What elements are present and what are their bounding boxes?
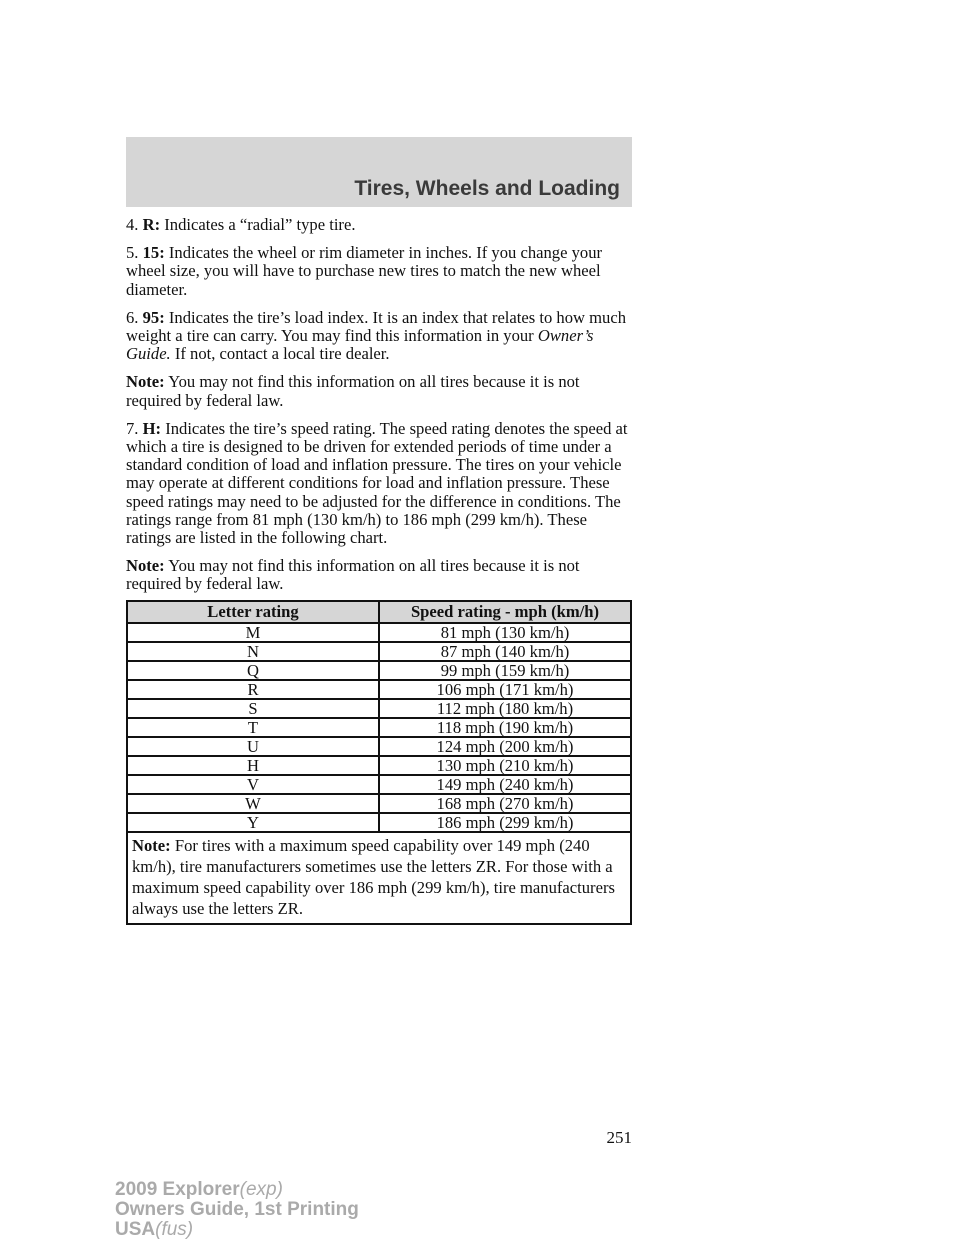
note-1 <box>126 373 632 409</box>
speed-rating-table <box>126 600 632 925</box>
table-row <box>127 642 631 661</box>
item-text: Indicates the tire’s load index. It is an index that relates to how much weight a tire can carry. You may find this information in your <box>126 307 627 346</box>
print-footer <box>115 1180 359 1240</box>
section-header <box>126 137 632 207</box>
item-number: 6. <box>126 307 139 327</box>
note-label: Note: <box>132 835 171 855</box>
column-header-letter: Letter rating <box>127 601 379 623</box>
speed-cell: 118 mph (190 km/h) <box>379 718 631 737</box>
speed-cell: 112 mph (180 km/h) <box>379 699 631 718</box>
table-note <box>127 832 631 924</box>
speed-cell: 168 mph (270 km/h) <box>379 794 631 813</box>
footer-line-3 <box>115 1220 359 1240</box>
letter-cell: Q <box>127 661 379 680</box>
item-text: Indicates the tire’s speed rating. The speed rating denotes the speed at which a tire is designed to be driven for extended periods of time under a standard condition of load and inflation pressure. The tires on your vehicle may operate at different conditions for load and inflation pressure. These speed ratings may need to be adjusted for the difference in conditions. The ratings range from 81 mph (130 km/h) to 186 mph (299 km/h). These ratings are listed in the following chart. <box>126 418 628 548</box>
letter-cell: H <box>127 756 379 775</box>
item-number: 5. <box>126 243 139 263</box>
speed-cell: 130 mph (210 km/h) <box>379 756 631 775</box>
letter-cell: T <box>127 718 379 737</box>
footer-line-2: Owners Guide, 1st Printing <box>115 1199 359 1220</box>
note-label: Note: <box>126 372 165 392</box>
speed-cell: 87 mph (140 km/h) <box>379 642 631 661</box>
note-text: For tires with a maximum speed capability over 149 mph (240 km/h), tire manufacturers sometimes use the letters ZR. For those with a maximum speed capability over 186 mph (299 km/h), tire manufacturers always use the letters ZR. <box>132 835 615 918</box>
letter-cell: S <box>127 699 379 718</box>
column-header-speed: Speed rating - mph (km/h) <box>379 601 631 623</box>
table-row <box>127 718 631 737</box>
item-6 <box>126 309 632 364</box>
page-number: 251 <box>606 1128 632 1147</box>
table-row <box>127 680 631 699</box>
table-row <box>127 775 631 794</box>
speed-cell: 81 mph (130 km/h) <box>379 623 631 642</box>
table-note-row <box>127 832 631 924</box>
item-term: 95: <box>142 307 165 327</box>
table-row <box>127 699 631 718</box>
speed-cell: 106 mph (171 km/h) <box>379 680 631 699</box>
item-term: H: <box>142 418 162 438</box>
item-number: 7. <box>126 418 139 438</box>
speed-cell: 124 mph (200 km/h) <box>379 737 631 756</box>
letter-cell: R <box>127 680 379 699</box>
table-header-row <box>127 601 631 623</box>
table-row <box>127 661 631 680</box>
note-2 <box>126 557 632 593</box>
note-text: You may not find this information on all tires because it is not required by federal law. <box>126 372 580 410</box>
item-number: 4. <box>126 215 139 234</box>
speed-cell: 186 mph (299 km/h) <box>379 813 631 832</box>
table-row <box>127 737 631 756</box>
letter-cell: N <box>127 642 379 661</box>
speed-cell: 149 mph (240 km/h) <box>379 775 631 794</box>
footer-market-code: (fus) <box>155 1219 194 1240</box>
page-content <box>126 216 632 925</box>
footer-line-1 <box>115 1180 359 1200</box>
table-row <box>127 756 631 775</box>
item-term: R: <box>142 215 161 234</box>
table-row <box>127 623 631 642</box>
table-row <box>127 813 631 832</box>
item-term: 15: <box>142 243 165 263</box>
letter-cell: V <box>127 775 379 794</box>
section-title: Tires, Wheels and Loading <box>354 177 620 200</box>
letter-cell: W <box>127 794 379 813</box>
item-5 <box>126 244 632 299</box>
footer-model: 2009 Explorer <box>115 1179 240 1200</box>
item-7 <box>126 420 632 547</box>
letter-cell: U <box>127 737 379 756</box>
table-row <box>127 794 631 813</box>
footer-market: USA <box>115 1219 156 1240</box>
item-text: Indicates a “radial” type tire. <box>164 215 356 234</box>
note-text: You may not find this information on all tires because it is not required by federal law. <box>126 556 580 594</box>
item-text-tail: If not, contact a local tire dealer. <box>174 344 390 364</box>
letter-cell: Y <box>127 813 379 832</box>
footer-model-code: (exp) <box>239 1179 283 1200</box>
guide-reference: Owner’s Guide. <box>126 326 594 364</box>
letter-cell: M <box>127 623 379 642</box>
item-4 <box>126 216 632 234</box>
note-label: Note: <box>126 556 165 576</box>
item-text: Indicates the wheel or rim diameter in inches. If you change your wheel size, you will have to purchase new tires to match the new wheel diameter. <box>126 243 603 299</box>
speed-cell: 99 mph (159 km/h) <box>379 661 631 680</box>
